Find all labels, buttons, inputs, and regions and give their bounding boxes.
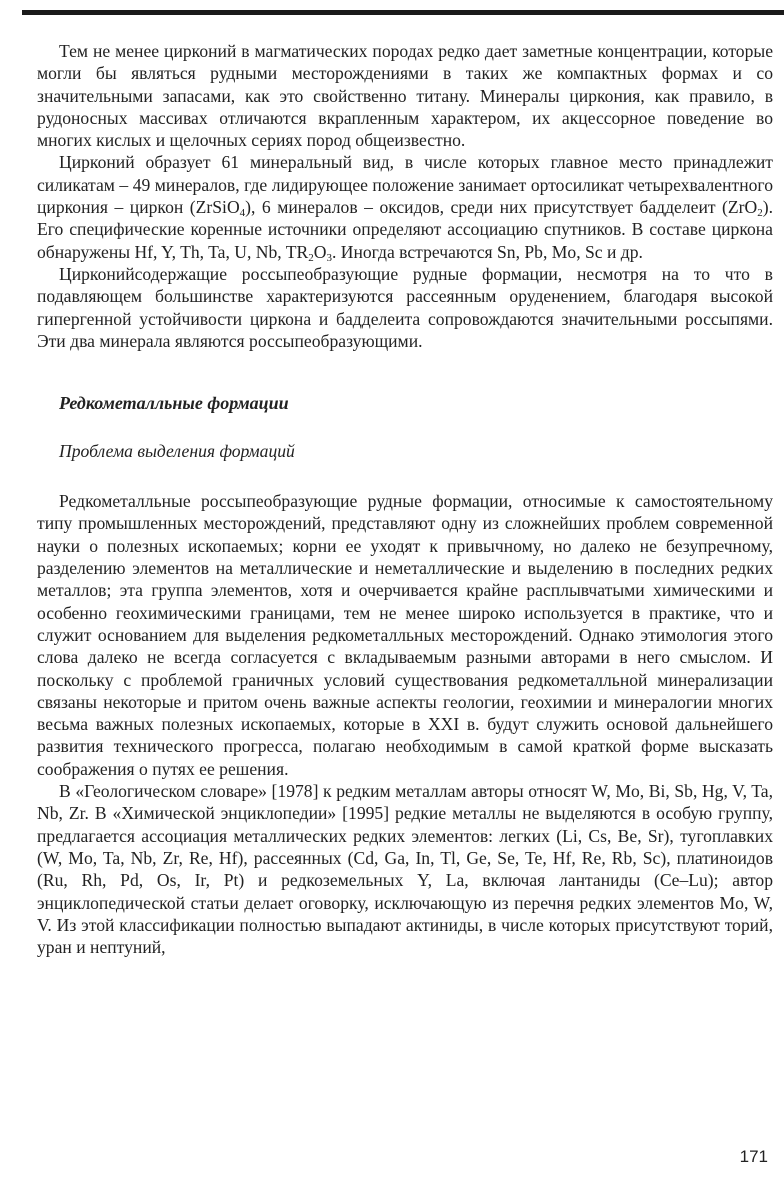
paragraph-zirconium-concentrations: Тем не менее цирконий в магматических породах редко дает заметные концентрации, которые могли бы являться рудными месторождениями в таких же компактных формах и со значительными запасами, как это свойственно титану. Минералы циркония, как правило, в рудоносных массивах отличаются вкрапленным характером, их акцессорное поведение во многих кислых и щелочных сериях пород общеизвестно. [37, 41, 773, 151]
paragraph-zirconium-placers: Цирконийсодержащие россыпеобразующие рудные формации, несмотря на то что в подавляющем большинстве характеризуются рассеянным оруденением, благодаря высокой гипергенной устойчивости циркона и бадделеита сопровождаются значительными россыпями. Эти два минерала являются россыпеобразующими. [37, 263, 773, 351]
spacer [37, 462, 773, 490]
top-rule [22, 10, 784, 15]
section-heading: Редкометалльные формации [59, 393, 289, 414]
paragraph-rare-metal-problem: Редкометалльные россыпеобразующие рудные формации, относимые к самостоятельному типу промышленных месторождений, представляют одну из сложнейших проблем современной науки о полезных ископаемых; корни ее уходят к привычному, но далеко не безупречному, разделению элементов на металлические и неметаллические и выделению в последних редких металлов; эта группа элементов, хотя и очерчивается крайне расплывчатыми химическими и особенно геохимическими границами, тем не менее широко используется в практике, что и служит основанием для выделения редкометалльных месторождений. Однако этимология этого слова далеко не всегда согласуется с вкладываемым разными авторами в него смыслом. И поскольку с проблемой граничных условий существования редкометалльной минерализации связаны некоторые и притом очень важные аспекты геологии, геохимии и минералогии многих весьма важных полезных ископаемых, которые в XXI в. будут служить основой дальнейшего развития технического прогресса, полагаю необходимым в самой краткой форме высказать соображения о путях ее решения. [37, 491, 773, 779]
page-body [37, 40, 773, 958]
paragraph-zirconium-minerals: Цирконий образует 61 минеральный вид, в числе которых главное место принадлежит силикатам – 49 минералов, где лидирующее положение занимает ортосиликат четырехвалентного циркония – циркон (ZrSiO$_4$), 6 минералов – оксидов, среди них присутствует бадделеит (ZrO$_2$). Его специфические коренные источники определяют ассоциацию спутников. В составе циркона обнаружены Hf, Y, Th, Ta, U, Nb, $TR_2O_3$. Иногда встречаются Sn, Pb, Mo, Sc и др. [37, 152, 773, 264]
page-number: 171 [739, 1147, 768, 1166]
paragraph-rare-metal-classification: В «Геологическом словаре» [1978] к редким металлам авторы относят W, Mo, Bi, Sb, Hg, V, Ta, Nb, Zr. В «Химической энциклопедии» [1995] редкие металлы не выделяются в особую группу, предлагается ассоциация металлических редких элементов: легких (Li, Cs, Be, Sr), тугоплавких (W, Mo, Ta, Nb, Zr, Re, Hf), рассеянных (Cd, Ga, In, Tl, Ge, Se, Te, Hf, Re, Rb, Sc), платиноидов (Ru, Rh, Pd, Os, Ir, Pt) и редкоземельных Y, La, включая лантаниды (Ce–Lu); автор энциклопедической статьи делает оговорку, исключающую из перечня редких элементов Mo, W, V. Из этой классификации полностью выпадают актиниды, в числе которых присутствуют торий, уран и нептуний, [37, 781, 773, 958]
subsection-heading: Проблема выделения формаций [59, 441, 295, 462]
